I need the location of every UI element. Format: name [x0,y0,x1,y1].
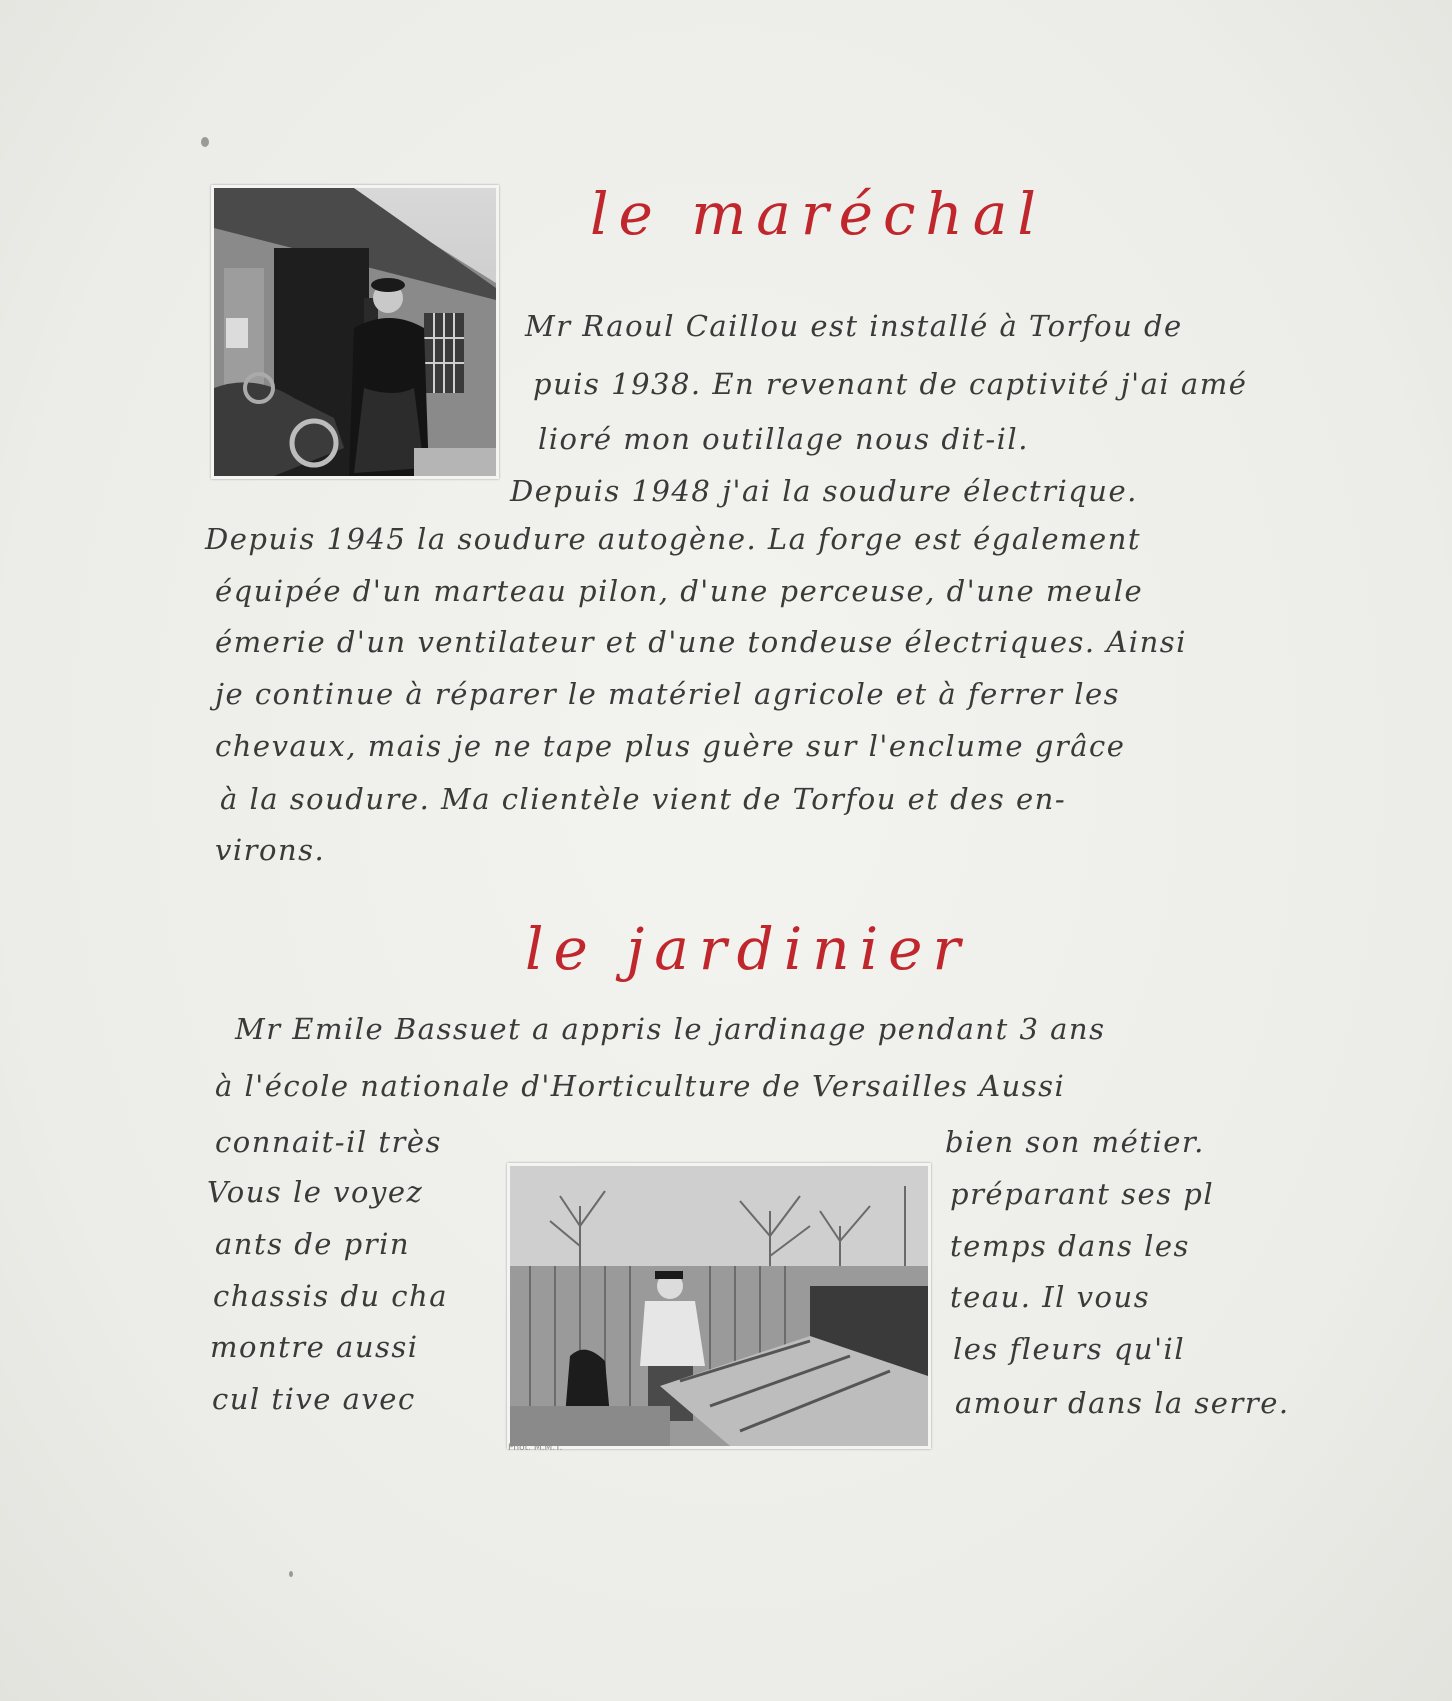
blacksmith-photo [211,185,499,479]
jardinier-line-2: à l'école nationale d'Horticulture de Versailles Aussi [215,1069,1066,1103]
jardinier-left-1: connait-il très [215,1125,442,1159]
marechal-line-10: à la soudure. Ma clientèle vient de Torfou et des en- [220,782,1067,816]
jardinier-right-3: temps dans les [950,1229,1190,1263]
marechal-line-6: équipée d'un marteau pilon, d'une perceuse, d'une meule [215,574,1144,608]
marechal-line-9: chevaux, mais je ne tape plus guère sur l'enclume grâce [215,729,1126,763]
section-title-jardinier: le jardinier [525,915,971,983]
gardener-photo [507,1163,931,1449]
jardinier-left-6: cul tive avec [212,1382,416,1416]
jardinier-left-3: ants de prin [215,1227,411,1261]
marechal-line-7: émerie d'un ventilateur et d'une tondeuse électriques. Ainsi [215,625,1187,659]
jardinier-left-5: montre aussi [210,1330,419,1364]
photo-caption: Phot. M.M.T. [508,1443,563,1453]
jardinier-right-1: bien son métier. [945,1125,1205,1159]
marechal-line-3: lioré mon outillage nous dit-il. [538,422,1029,456]
jardinier-left-2: Vous le voyez [207,1175,424,1209]
jardinier-right-6: amour dans la serre. [955,1386,1290,1420]
paper-speck [201,137,209,147]
marechal-line-1: Mr Raoul Caillou est installé à Torfou de [525,309,1183,343]
section-title-marechal: le maréchal [590,180,1046,248]
paper-speck [289,1571,293,1577]
marechal-line-2: puis 1938. En revenant de captivité j'ai amé [533,367,1248,401]
jardinier-left-4: chassis du cha [213,1279,449,1313]
marechal-line-4: Depuis 1948 j'ai la soudure électrique. [510,474,1138,508]
marechal-line-5: Depuis 1945 la soudure autogène. La forge est également [205,522,1142,556]
jardinier-line-1: Mr Emile Bassuet a appris le jardinage pendant 3 ans [235,1012,1106,1046]
jardinier-right-2: préparant ses pl [950,1177,1215,1211]
marechal-line-8: je continue à réparer le matériel agricole et à ferrer les [215,677,1121,711]
blacksmith-photo-image [214,188,496,476]
gardener-photo-image [510,1166,928,1446]
jardinier-right-4: teau. Il vous [950,1280,1151,1314]
jardinier-right-5: les fleurs qu'il [953,1332,1186,1366]
marechal-line-11: virons. [215,833,326,867]
